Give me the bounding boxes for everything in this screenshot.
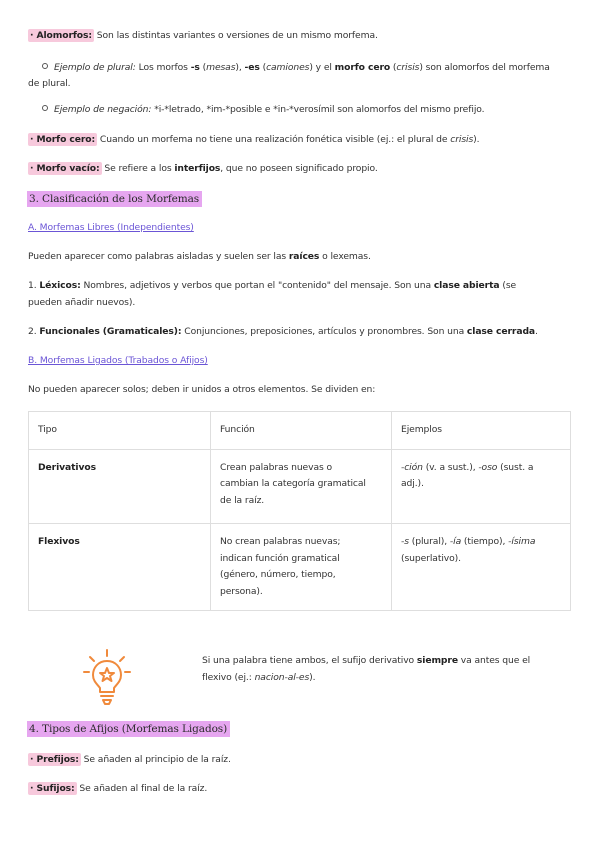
- funcionales-paragraph: 2. Funcionales (Gramaticales): Conjunciones, preposiciones, artículos y pronombres. Son una clase cerrada.: [28, 326, 538, 337]
- ligados-intro: No pueden aparecer solos; deben ir unidos a otros elementos. Se dividen en:: [28, 384, 376, 395]
- morfo-cero-term: · Morfo cero:: [30, 134, 96, 145]
- morfo-cero-paragraph: · Morfo cero: Cuando un morfema no tiene una realización fonética visible (ej.: el plural de crisis).: [30, 134, 480, 145]
- negacion-example: Ejemplo de negación: *i-*letrado, *im-*posible e *in-*verosímil son alomorfos del mismo prefijo.: [42, 104, 484, 115]
- lexicos-line2: pueden añadir nuevos).: [28, 297, 136, 308]
- prefijos-term: · Prefijos:: [30, 754, 79, 765]
- section-3-heading: 3. Clasificación de los Morfemas: [27, 191, 202, 207]
- afijos-table: [28, 411, 571, 611]
- alomorfos-paragraph: [28, 30, 378, 41]
- morfo-vacio-paragraph: · Morfo vacío: Se refiere a los interfijos, que no poseen significado propio.: [30, 163, 378, 174]
- tipo-derivativos: Derivativos: [38, 461, 96, 473]
- lightbulb-star-icon: [81, 648, 133, 708]
- morfo-vacio-term: · Morfo vacío:: [30, 163, 100, 174]
- bullet-icon: [42, 63, 48, 69]
- alomorfos-term: · Alomorfos:: [30, 30, 92, 41]
- plural-example: Ejemplo de plural: Los morfos -s (mesas), -es (camiones) y el morfo cero (crisis) son alomorfos del morfema: [42, 59, 582, 77]
- plural-example-line2: de plural.: [28, 78, 71, 89]
- morfemas-libres-link[interactable]: A. Morfemas Libres (Independientes): [28, 222, 194, 233]
- lexicos-paragraph: 1. Léxicos: Nombres, adjetivos y verbos que portan el "contenido" del mensaje. Son una clase abierta (se: [28, 280, 517, 291]
- sufijos-term: · Sufijos:: [30, 783, 75, 794]
- funcion-flexivos: No crean palabras nuevas; indican función gramatical (género, número, tiempo, persona).: [211, 524, 392, 611]
- tip-text: Si una palabra tiene ambos, el sufijo derivativo siempre va antes que el flexivo (ej.: nacion-al-es).: [202, 655, 531, 683]
- ejemplos-flexivos: -s (plural), -ía (tiempo), -ísima (superlativo).: [392, 524, 571, 611]
- prefijos-paragraph: · Prefijos: Se añaden al principio de la raíz.: [30, 754, 231, 765]
- bullet-icon: [42, 105, 48, 111]
- alomorfos-text: Son las distintas variantes o versiones de un mismo morfema.: [93, 30, 378, 41]
- ejemplos-derivativos: -ción (v. a sust.), -oso (sust. a adj.).: [392, 449, 571, 524]
- table-row: [29, 524, 571, 611]
- table-header-row: [29, 412, 571, 450]
- sufijos-paragraph: · Sufijos: Se añaden al final de la raíz.: [30, 783, 208, 794]
- morfemas-ligados-link[interactable]: B. Morfemas Ligados (Trabados o Afijos): [28, 355, 208, 366]
- section-4-heading: 4. Tipos de Afijos (Morfemas Ligados): [27, 721, 230, 737]
- libres-intro: Pueden aparecer como palabras aisladas y suelen ser las raíces o lexemas.: [28, 251, 371, 262]
- header-funcion: Función: [211, 412, 392, 450]
- header-tipo: Tipo: [29, 412, 211, 450]
- funcion-derivativos: Crean palabras nuevas o cambian la categoría gramatical de la raíz.: [211, 449, 392, 524]
- tipo-flexivos: Flexivos: [38, 536, 80, 547]
- table-row: [29, 449, 571, 524]
- header-ejemplos: Ejemplos: [392, 412, 571, 450]
